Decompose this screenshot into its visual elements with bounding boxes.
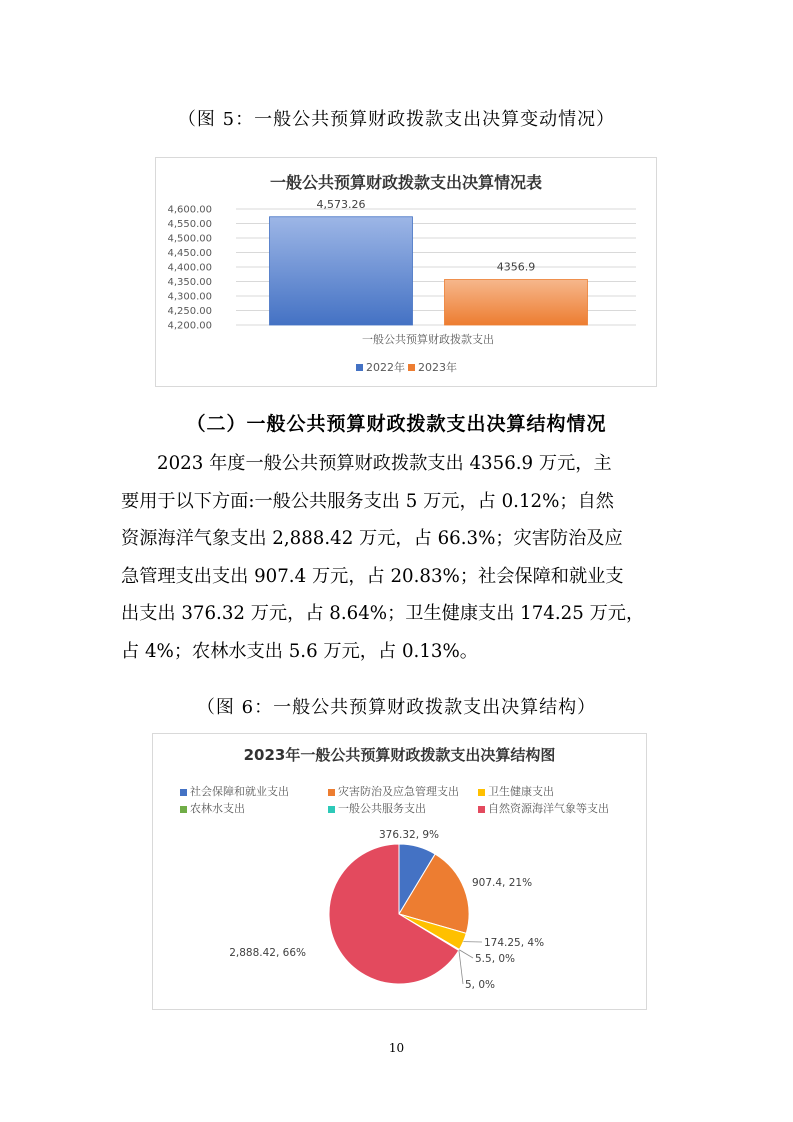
paragraph-line: 2023 年度一般公共预算财政拨款支出 4356.9 万元，主 bbox=[157, 453, 612, 474]
x-category-label: 一般公共预算财政拨款支出 bbox=[362, 333, 494, 346]
legend-label: 自然资源海洋气象等支出 bbox=[488, 802, 609, 815]
data-label: 4356.9 bbox=[496, 260, 536, 274]
figure5-caption: （图 5：一般公共预算财政拨款支出决算变动情况） bbox=[177, 109, 616, 130]
bar-chart-container bbox=[155, 157, 657, 387]
figure6-caption: （图 6：一般公共预算财政拨款支出决算结构） bbox=[196, 697, 597, 718]
paragraph-line: 占 4%；农林水支出 5.6 万元，占 0.13%。 bbox=[121, 640, 478, 662]
data-label: 5.5, 0% bbox=[475, 953, 516, 965]
data-label: 4,573.26 bbox=[316, 197, 366, 211]
y-tick-label: 4,550.00 bbox=[167, 219, 212, 230]
bar-chart-svg bbox=[156, 158, 656, 386]
data-label: 907.4, 21% bbox=[472, 877, 533, 889]
y-tick-label: 4,400.00 bbox=[167, 262, 212, 274]
data-label: 174.25, 4% bbox=[484, 937, 545, 949]
pie-chart-title: 2023年一般公共预算财政拨款支出决算结构图 bbox=[243, 746, 556, 764]
legend-label: 一般公共服务支出 bbox=[338, 802, 426, 815]
pie-chart-container bbox=[152, 733, 647, 1010]
legend-swatch bbox=[408, 364, 415, 371]
legend-label: 灾害防治及应急管理支出 bbox=[338, 785, 459, 798]
legend-label: 2023年 bbox=[418, 361, 457, 374]
y-tick-label: 4,250.00 bbox=[167, 306, 212, 317]
legend-label: 2022年 bbox=[366, 361, 405, 374]
y-tick-label: 4,600.00 bbox=[167, 204, 212, 216]
section-heading: （二）一般公共预算财政拨款支出决算结构情况 bbox=[186, 413, 607, 435]
paragraph-line: 出支出 376.32 万元，占 8.64%；卫生健康支出 174.25 万元， bbox=[121, 603, 645, 624]
paragraph-line: 要用于以下方面:一般公共服务支出 5 万元，占 0.12%；自然 bbox=[121, 490, 614, 512]
data-label: 376.32, 9% bbox=[378, 829, 440, 841]
y-tick-label: 4,300.00 bbox=[167, 291, 212, 303]
leader-line bbox=[459, 950, 473, 958]
paragraph-line: 资源海洋气象支出 2,888.42 万元，占 66.3%；灾害防治及应 bbox=[121, 528, 623, 549]
paragraph-line: 急管理支出支出 907.4 万元，占 20.83%；社会保障和就业支 bbox=[121, 565, 624, 587]
legend-label: 社会保障和就业支出 bbox=[190, 785, 289, 798]
y-tick-label: 4,450.00 bbox=[167, 248, 212, 259]
bar-chart-title: 一般公共预算财政拨款支出决算情况表 bbox=[269, 173, 542, 192]
legend-label: 农林水支出 bbox=[190, 802, 245, 815]
body-paragraph bbox=[121, 445, 677, 670]
bar-2023年 bbox=[445, 279, 588, 325]
y-tick-label: 4,500.00 bbox=[167, 233, 212, 245]
data-label: 5, 0% bbox=[465, 979, 496, 991]
pie-chart-svg bbox=[153, 734, 646, 1009]
legend-label: 卫生健康支出 bbox=[488, 785, 554, 798]
leader-line bbox=[459, 950, 463, 984]
y-tick-label: 4,200.00 bbox=[167, 320, 212, 332]
y-tick-label: 4,350.00 bbox=[167, 277, 212, 288]
legend-swatch bbox=[356, 364, 363, 371]
page-number: 10 bbox=[388, 1041, 405, 1055]
data-label: 2,888.42, 66% bbox=[229, 947, 306, 959]
bar-2022年 bbox=[270, 217, 413, 325]
